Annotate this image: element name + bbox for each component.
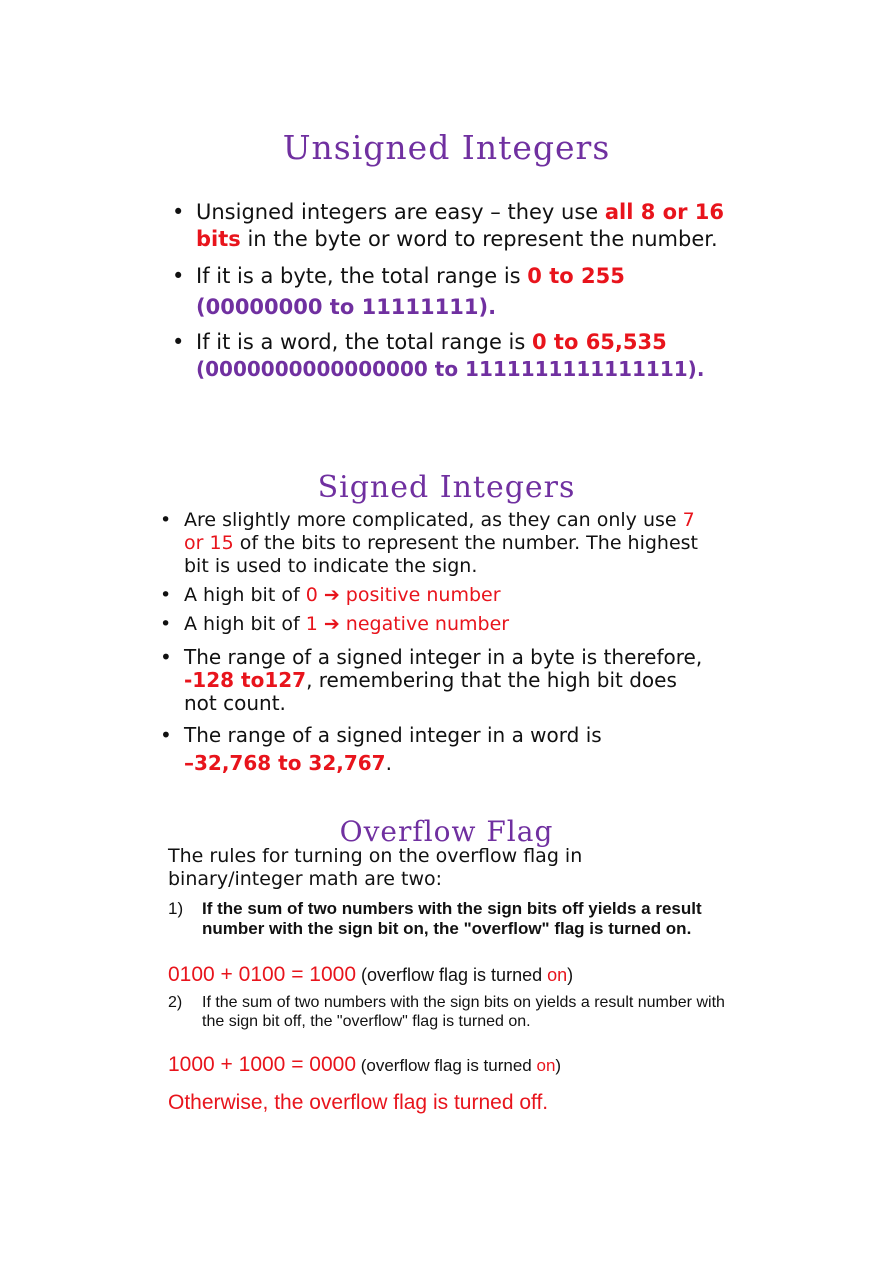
bullet-text: The range of a signed integer in a byte is therefore, (184, 645, 703, 669)
bullet-text: of the bits to represent the number. The highest bit is used to indicate the sign. (184, 532, 699, 577)
overflow-flag-title: Overflow Flag (339, 815, 554, 848)
overflow-example-2 (168, 1053, 561, 1077)
example-note-end: ) (567, 965, 574, 985)
example-equation: 1000 + 1000 = 0000 (168, 1053, 357, 1076)
signed-integers-title: Signed Integers (317, 470, 576, 505)
signed-bullet-complicated (160, 509, 710, 578)
unsigned-bullet-all-bits (172, 199, 732, 253)
bullet-text: Unsigned integers are easy – they use (196, 200, 605, 224)
signed-word-range: –32,768 to 32,767 (184, 751, 386, 775)
overflow-rule-1 (168, 899, 728, 939)
bullet-text: If it is a word, the total range is (196, 330, 532, 354)
overflow-rule-2 (168, 993, 728, 1031)
byte-range-value: 0 to 255 (527, 264, 625, 288)
highlight-all-8-or-16-bits: all 8 or 16 bits (196, 200, 724, 251)
signed-bullet-high-bit-1 (160, 613, 710, 636)
signed-bullet-word-range (160, 721, 710, 777)
signed-bullet-list (160, 509, 710, 777)
overflow-intro: The rules for turning on the overflow flag in binary/integer math are two: (168, 845, 583, 890)
signed-bullet-high-bit-0 (160, 584, 710, 607)
overflow-example-1 (168, 963, 573, 987)
bullet-text: Are slightly more complicated, as they can only use (184, 509, 683, 531)
bullet-text: The range of a signed integer in a word is (184, 723, 602, 747)
positive-number-label: positive number (345, 584, 501, 606)
bullet-text: A high bit of (184, 584, 306, 606)
bullet-text: If it is a byte, the total range is (196, 264, 528, 288)
word-range-binary: (0000000000000000 to 1111111111111111). (196, 357, 705, 381)
unsigned-bullet-word-range (172, 329, 732, 383)
example-note: (overflow flag is turned (356, 965, 548, 985)
overflow-otherwise: Otherwise, the overflow flag is turned off. (168, 1091, 549, 1114)
rule-number: 2) (168, 994, 183, 1011)
negative-number-label: negative number (345, 613, 510, 635)
byte-range-binary: (00000000 to 11111111). (196, 295, 497, 319)
rule-text: If the sum of two numbers with the sign bits off yields a result number with the sign bit on, the "overflow" flag is turned on. (202, 899, 702, 938)
bullet-text: , remembering that the high bit does not count. (184, 668, 677, 715)
rule-number: 1) (168, 899, 184, 918)
unsigned-bullet-byte-range (172, 261, 732, 323)
highlight-7-or-15: 7 or 15 (184, 509, 695, 554)
example-note-end: ) (555, 1056, 562, 1075)
bit-one: 1 (305, 613, 318, 635)
bullet-text: in the byte or word to represent the number. (240, 227, 718, 251)
unsigned-bullet-list (172, 199, 732, 383)
example-on: on (536, 1056, 556, 1075)
bullet-text: . (385, 751, 392, 775)
signed-bullet-byte-range (160, 646, 710, 715)
bit-zero: 0 (305, 584, 318, 606)
example-note: (overflow flag is turned (356, 1056, 537, 1075)
rule-text: If the sum of two numbers with the sign bits on yields a result number with the sign bit off, the "overflow" flag is turned on. (202, 994, 725, 1030)
example-equation: 0100 + 0100 = 1000 (168, 963, 357, 986)
unsigned-integers-title: Unsigned Integers (282, 128, 611, 167)
signed-byte-range: -128 to127 (184, 668, 307, 692)
word-range-value: 0 to 65,535 (532, 330, 667, 354)
bullet-text: A high bit of (184, 613, 306, 635)
example-on: on (547, 965, 568, 985)
right-arrow-icon: ➔ (323, 584, 340, 606)
right-arrow-icon: ➔ (323, 613, 340, 635)
